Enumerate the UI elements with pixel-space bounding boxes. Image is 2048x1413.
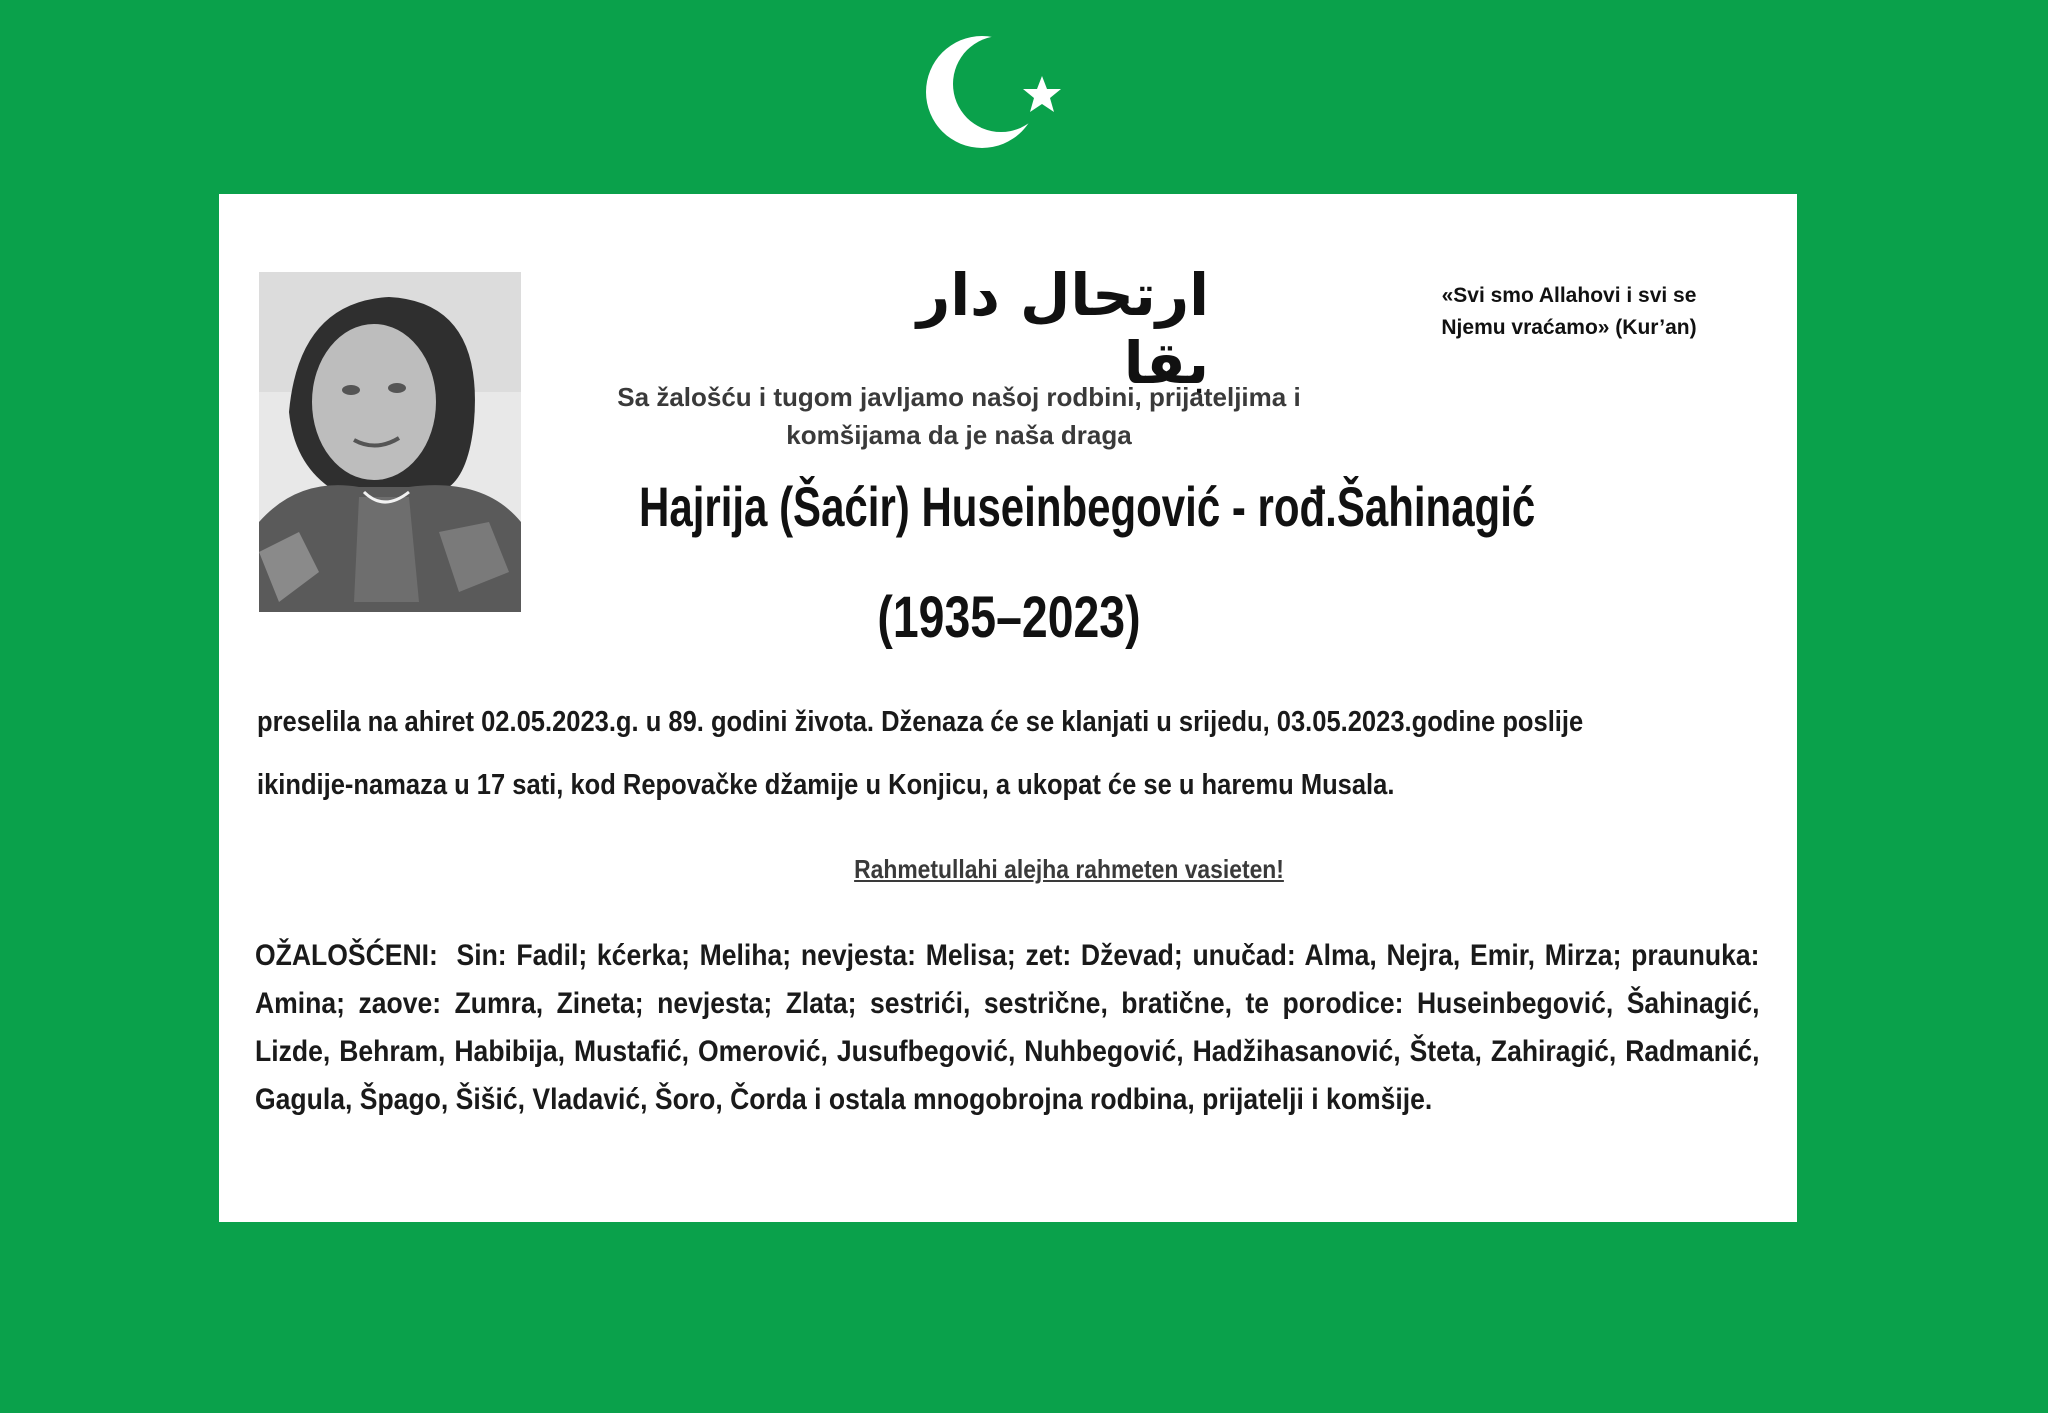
deceased-name: Hajrija (Šaćir) Huseinbegović - rođ.Šahinagić [639, 475, 1536, 538]
quran-quote: «Svi smo Allahovi i svi se Njemu vraćamo» (Kur’an) [1441, 284, 1697, 339]
funeral-announcement: preselila na ahiret 02.05.2023.g. u 89. godini života. Dženaza će se klanjati u srijedu, 03.05.2023.godine poslije ikindije-namaza u 17 sati, kod Repovačke džamije u Konjicu, a ukopat će se u haremu Musala. [257, 706, 1584, 801]
life-years: (1935–2023) [877, 585, 1141, 650]
prayer-line: Rahmetullahi alejha rahmeten vasieten! [854, 854, 1284, 884]
mourners-list: Sin: Fadil; kćerka; Meliha; nevjesta: Melisa; zet: Dževad; unučad: Alma, Nejra, Emir, Mirza; praunuka: Amina; zaove: Zumra, Zineta; nevjesta; Zlata; sestrići, sestrične, bratične, te porodice: Huseinbegović, Šahinagić, Lizde, Behram, Habibija, Mustafić, Omerović, Jusufbegović, Nuhbegović, Hadžihasanović, Šteta, Zahiragić, Radmanić, Gagula, Špago, Šišić, Vladavić, Šoro, Čorda i ostala mnogobrojna rodbina, prijatelji i komšije. [255, 939, 1760, 1116]
arabic-calligraphy: ارتحال دار بقا [916, 261, 1209, 397]
obituary-card [219, 194, 1797, 1222]
mourners-label: OŽALOŠĆENI: [255, 939, 438, 972]
intro-text: Sa žalošću i tugom javljamo našoj rodbini, prijateljima i komšijama da je naša draga [617, 382, 1301, 450]
mourners-paragraph [255, 932, 1760, 1124]
portrait-photo [259, 272, 521, 612]
crescent-star-icon [915, 22, 1085, 162]
